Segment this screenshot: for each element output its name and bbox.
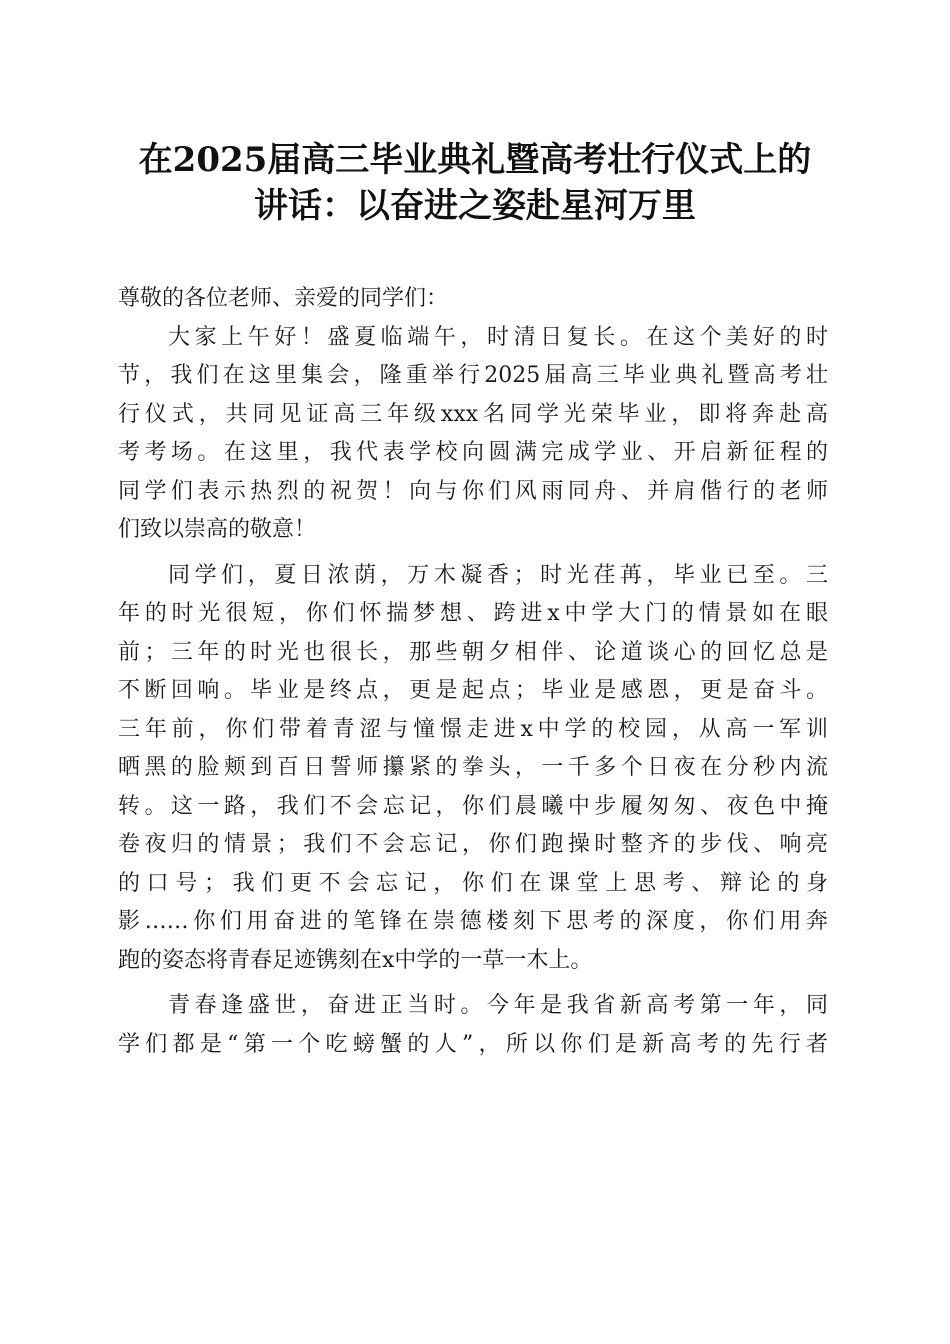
title-line-1: 在2025届高三毕业典礼暨高考壮行仪式上的 xyxy=(138,140,812,180)
document-body xyxy=(118,280,828,1064)
text-line: 跑的姿态将青春足迹镌刻在x中学的一草一木上。 xyxy=(118,947,593,973)
paragraph-1 xyxy=(118,319,828,550)
text-line: 青春逢盛世，奋进正当时。今年是我省新高考第一年，同 xyxy=(168,993,828,1018)
text-line: 三年前，你们带着青涩与憧憬走进x中学的校园，从高一军训 xyxy=(118,716,828,742)
text-line: 节，我们在这里集会，隆重举行2025届高三毕业典礼暨高考壮 xyxy=(118,363,828,388)
text-line: 同学们表示热烈的祝贺！向与你们风雨同舟、并肩偕行的老师 xyxy=(118,478,828,504)
text-line: 卷夜归的情景；我们不会忘记，你们跑操时整齐的步伐、响亮 xyxy=(118,832,828,857)
title-line-2: 讲话：以奋进之姿赴星河万里 xyxy=(254,186,696,226)
text-line: 考考场。在这里，我代表学校向圆满完成学业、开启新征程的 xyxy=(118,440,828,465)
text-line: 同学们，夏日浓荫，万木凝香；时光荏苒，毕业已至。三 xyxy=(168,562,828,588)
text-line: 影……你们用奋进的笔锋在崇德楼刻下思考的深度，你们用奔 xyxy=(118,909,828,934)
text-line: 的口号；我们更不会忘记，你们在课堂上思考、辩论的身 xyxy=(118,870,828,896)
paragraph-2 xyxy=(118,557,828,981)
paragraph-3 xyxy=(118,987,828,1064)
text-line: 晒黑的脸颊到百日誓师攥紧的拳头，一千多个日夜在分秒内流 xyxy=(118,755,828,780)
text-line: 大家上午好！盛夏临端午，时清日复长。在这个美好的时 xyxy=(168,324,828,350)
salutation: 尊敬的各位老师、亲爱的同学们： xyxy=(118,286,449,311)
text-line: 年的时光很短，你们怀揣梦想、跨进x中学大门的情景如在眼 xyxy=(118,601,828,626)
text-line: 前；三年的时光也很长，那些朝夕相伴、论道谈心的回忆总是 xyxy=(118,639,828,665)
text-line: 转。这一路，我们不会忘记，你们晨曦中步履匆匆、夜色中掩 xyxy=(118,793,828,819)
document-title xyxy=(110,137,840,229)
text-line: 行仪式，共同见证高三年级xxx名同学光荣毕业，即将奔赴高 xyxy=(118,401,828,427)
text-line: 学们都是“第一个吃螃蟹的人”，所以你们是新高考的先行者 xyxy=(118,1031,828,1057)
text-line: 们致以崇高的敬意！ xyxy=(118,517,317,542)
text-line: 不断回响。毕业是终点，更是起点；毕业是感恩，更是奋斗。 xyxy=(118,678,828,703)
